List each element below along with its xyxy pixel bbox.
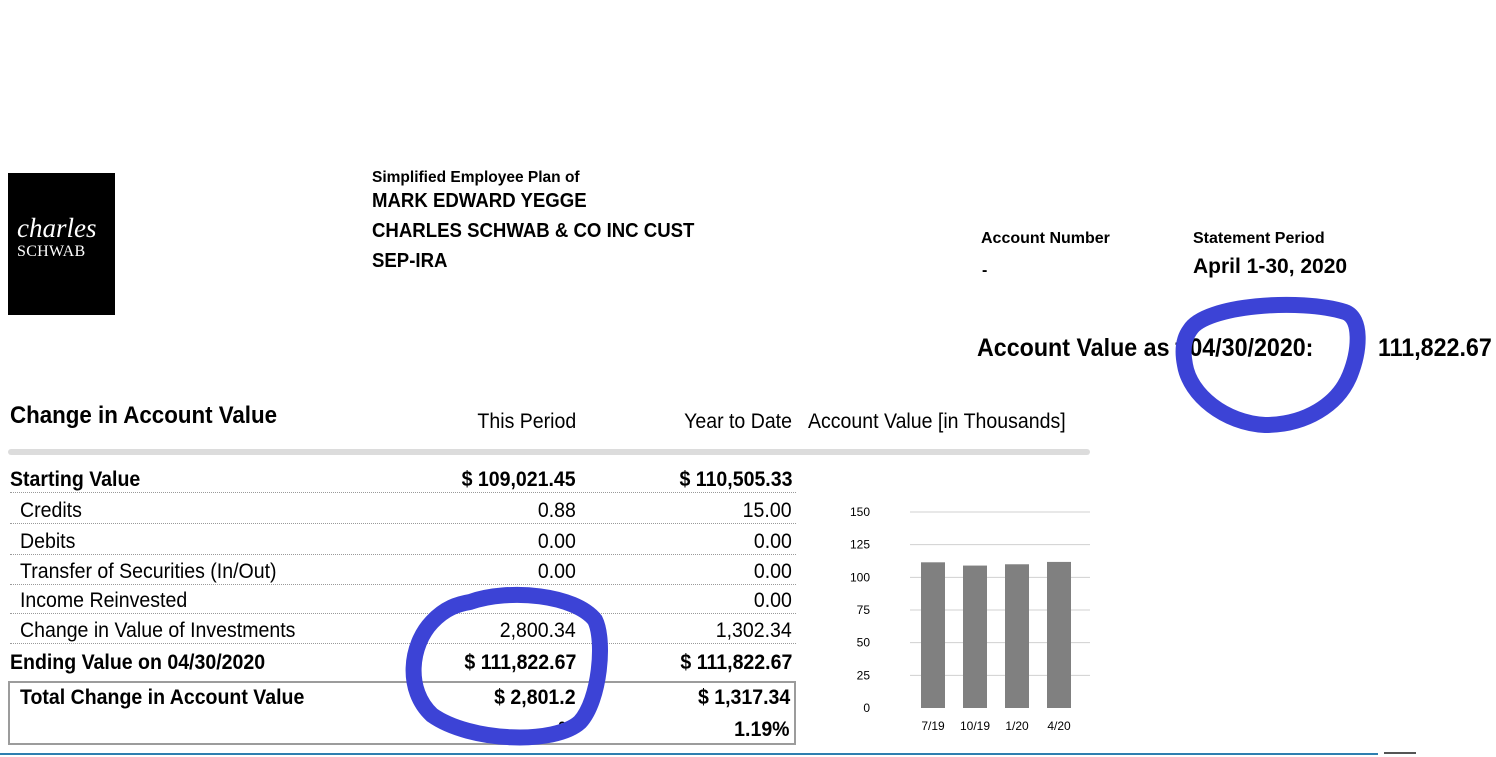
page-bottom-rule (0, 753, 1378, 755)
row-label: Credits (20, 499, 82, 522)
account-type: SEP-IRA (372, 250, 448, 272)
row-label: Debits (20, 530, 76, 553)
row-label: Income Reinvested (20, 589, 188, 612)
account-value-amount: 111,822.67 (1378, 334, 1492, 362)
chart-y-tick-label: 100 (849, 570, 870, 585)
row-label: Transfer of Securities (In/Out) (20, 560, 277, 583)
row-ytd: $ 111,822.67 (680, 651, 792, 674)
row-this-period: 2,800.34 (499, 619, 576, 642)
row-label: Starting Value (10, 468, 141, 491)
account-number-value: - (982, 262, 988, 279)
total-change-label: Total Change in Account Value (20, 686, 305, 709)
column-header-this-period: This Period (477, 410, 576, 433)
custodian-name: CHARLES SCHWAB & CO INC CUST (372, 220, 695, 242)
column-header-account-value-chart: Account Value [in Thousands] (808, 410, 1066, 433)
logo-text-charles: charles (17, 213, 97, 243)
row-ytd: 0.00 (753, 530, 792, 553)
row-this-period: 0.00 (537, 560, 576, 583)
logo-text-schwab: SCHWAB (17, 243, 86, 260)
row-ytd: $ 110,505.33 (679, 468, 792, 491)
annotation-circle-account-value-date (1184, 305, 1358, 425)
chart-x-tick-label: 1/20 (1005, 719, 1029, 733)
owner-name: MARK EDWARD YEGGE (372, 190, 587, 212)
column-header-year-to-date: Year to Date (684, 410, 792, 433)
total-change-this-period-pct: % (558, 718, 576, 741)
page-bottom-rule-right (1384, 752, 1416, 754)
change-in-account-value-title: Change in Account Value (10, 402, 278, 429)
row-this-period: $ 111,822.67 (464, 651, 576, 674)
chart-y-tick-label: 25 (856, 668, 870, 683)
row-ytd: 0.00 (753, 589, 792, 612)
annotation-circle-change-in-value (414, 595, 600, 738)
account-number-label: Account Number (981, 230, 1110, 247)
row-this-period: $ 109,021.45 (461, 468, 576, 491)
row-ytd: 0.00 (753, 560, 792, 583)
account-value-prefix: Account Value as (977, 334, 1170, 362)
chart-y-tick-label: 75 (856, 603, 870, 617)
chart-x-tick-label: 4/20 (1047, 719, 1071, 733)
account-value-date: f 04/30/2020: (1175, 334, 1314, 362)
chart-x-tick-label: 7/19 (921, 719, 945, 733)
row-this-period: 0.00 (537, 530, 576, 553)
statement-period-value: April 1-30, 2020 (1193, 255, 1348, 278)
statement-period-label: Statement Period (1193, 230, 1325, 247)
chart-y-tick-label: 0 (863, 701, 870, 715)
chart-y-tick-label: 125 (849, 537, 870, 552)
row-label: Change in Value of Investments (20, 619, 296, 642)
chart-y-tick-label: 50 (856, 635, 870, 650)
plan-label: Simplified Employee Plan of (372, 169, 580, 186)
row-ytd: 1,302.34 (715, 619, 792, 642)
total-change-ytd-pct: 1.19% (734, 718, 790, 741)
chart-y-tick-label: 150 (849, 505, 870, 519)
row-this-period: 0.88 (537, 499, 576, 522)
row-ytd: 15.00 (743, 499, 792, 522)
row-label: Ending Value on 04/30/2020 (10, 651, 266, 674)
chart-x-tick-label: 10/19 (959, 719, 991, 733)
total-change-ytd: $ 1,317.34 (697, 686, 790, 709)
total-change-this-period: $ 2,801.2 (494, 686, 576, 709)
